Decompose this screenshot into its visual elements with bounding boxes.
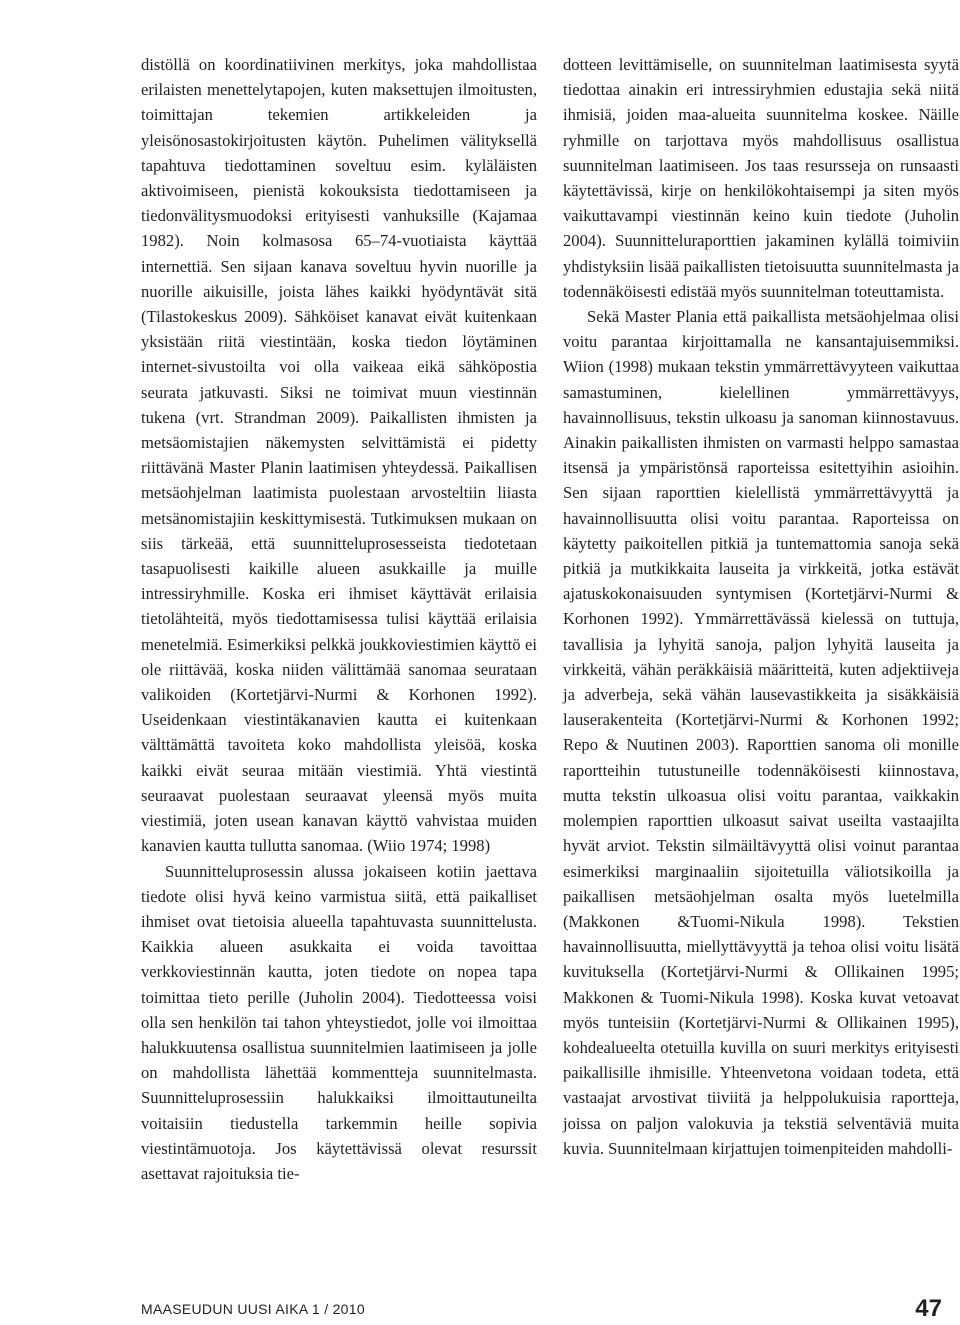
- page-number: 47: [915, 1295, 942, 1322]
- left-column: [141, 52, 537, 1186]
- page-footer: [141, 1297, 942, 1325]
- right-paragraph-1: dotteen levittämiselle, on suunnitelman laatimisesta syytä tiedottaa ainakin eri intressiryhmien edustajia sekä niitä ihmisiä, joiden maa-alueita suunnitelma koskee. Näille ryhmille on tarjottava myös mahdollisuus osallistua suunnitelman laatimiseen. Jos taas resursseja on runsaasti käytettävissä, kirje on henkilökohtaisempi ja siten myös vaikuttavampi viestinnän keino kuin tiedote (Juholin 2004). Suunnitteluraporttien jakaminen kylällä toimiviin yhdistyksiin lisää paikallisten tietoisuutta suunnitelmasta ja todennäköisesti edistää myös suunnitelman toteuttamista.: [563, 55, 959, 301]
- journal-name: MAASEUDUN UUSI AIKA 1 / 2010: [141, 1301, 365, 1317]
- left-paragraph-2: Suunnitteluprosessin alussa jokaiseen kotiin jaettava tiedote olisi hyvä keino varmistua siitä, että paikalliset ihmiset ovat tietoisia alueella tapahtuvasta suunnittelusta. Kaikkia alueen asukkaita ei voida tavoittaa verkkoviestinnän kautta, joten tiedote on nopea tapa toimittaa tieto perille (Juholin 2004). Tiedotteessa voisi olla sen henkilön tai tahon yhteystiedot, jolle voi ilmoittaa halukkuutensa osallistua suunnitelmien laatimiseen ja jolle on mahdollista lähettää kommentteja suunnitelmasta. Suunnitteluprosessiin halukkaiksi ilmoittautuneilta voitaisiin tiedustella tarkemmin heille sopivia viestintämuotoja. Jos käytettävissä olevat resurssit asettavat rajoituksia tie-: [141, 861, 537, 1183]
- left-paragraph-1: distöllä on koordinatiivinen merkitys, joka mahdollistaa erilaisten menettelytapojen, kuten maksettujen ilmoitusten, toimittajan tekemien artikkeleiden ja yleisönosastokirjoitusten käytön. Puhelimen välityksellä tapahtuva tiedottaminen soveltuu esim. kyläläisten aktivoimiseen, pienistä kokouksista tiedottamiseen ja tiedonvälitysmuodoksi erityisesti vanhuksille (Kajamaa 1982). Noin kolmasosa 65–74-vuotiaista käyttää internettiä. Sen sijaan kanava soveltuu hyvin nuorille ja nuorille aikuisille, joista lähes kaikki hyödyntävät sitä (Tilastokeskus 2009). Sähköiset kanavat eivät kuitenkaan yksistään riitä viestintään, koska tiedon löytäminen internet-sivustoilta voi olla vaikeaa eikä sähköpostia seurata jatkuvasti. Siksi ne toimivat muun viestinnän tukena (vrt. Strandman 2009). Paikallisten ihmisten ja metsäomistajien näkemysten selvittämistä ei pidetty riittävänä Master Planin laatimisen yhteydessä. Paikallisen metsäohjelman laatimista puolestaan arvosteltiin liiasta metsänomistajiin keskittymisestä. Tutkimuksen mukaan on siis tärkeää, että suunnitteluprosesseista tiedotetaan tasapuolisesti kaikille alueen asukkaille ja muille intressiryhmille. Koska eri ihmiset käyttävät erilaisia tietolähteitä, myös tiedottamisessa tulisi käyttää erilaisia menetelmiä. Esimerkiksi pelkkä joukkoviestimien käyttö ei ole riittävää, koska niiden välittämää sanomaa seurataan valikoiden (Kortetjärvi-Nurmi & Korhonen 1992). Useidenkaan viestintäkanavien kautta ei kuitenkaan välttämättä tavoiteta koko mahdollista yleisöä, koska kaikki eivät seuraa mitään viestimiä. Yhtä viestintä seuraavat puolestaan seuraavat yleensä myös muita viestimiä, joten usean kanavan käyttö vahvistaa muiden kanavien kautta tullutta sanomaa. (Wiio 1974; 1998): [141, 55, 537, 856]
- right-column: [563, 52, 959, 1161]
- right-paragraph-2: Sekä Master Plania että paikallista metsäohjelmaa olisi voitu parantaa kirjoittamalla ne kansantajuisemmiksi. Wiion (1998) mukaan tekstin ymmärrettävyyteen vaikuttaa samastuminen, kielellinen ymmärrettävyys, havainnollisuus, tekstin ulkoasu ja sanoman kiinnostavuus. Ainakin paikallisten ihmisten on varmasti helppo samastaa itsensä ja ympäristönsä raporteissa esitettyihin asioihin. Sen sijaan raporttien kielellistä ymmärrettävyyttä ja havainnollisuutta olisi voitu parantaa. Raporteissa on käytetty paikoitellen pitkiä ja tuntemattomia sanoja sekä pitkiä ja mutkikkaita lauseita ja virkkeitä, jotka estävät ajatuskokonaisuuden syntymisen (Kortetjärvi-Nurmi & Korhonen 1992). Ymmärrettävässä kielessä on tuttuja, tavallisia ja lyhyitä sanoja, paljon lyhyitä lauseita ja virkkeitä, vähän peräkkäisiä määritteitä, kuten adjektiiveja ja adverbeja, sekä vähän lausevastikkeita ja sisäkkäisiä lauserakenteita (Kortetjärvi-Nurmi & Korhonen 1992; Repo & Nuutinen 2003). Raporttien sanoma oli monille raportteihin tutustuneille todennäköisesti kiinnostava, mutta tekstin ulkoasua olisi voitu parantaa, vaikkakin molempien raporttien ulkoasut saivat useilta vastaajilta hyvät arviot. Tekstin silmäiltävyyttä olisi voinut parantaa esimerkiksi marginaaliin sijoitetuilla väliotsikoilla ja paikallisen metsäohjelman osalta myös luetelmilla (Makkonen &Tuomi-Nikula 1998). Tekstien havainnollisuutta, miellyttävyyttä ja tehoa olisi voitu lisätä kuvituksella (Kortetjärvi-Nurmi & Ollikainen 1995; Makkonen & Tuomi-Nikula 1998). Koska kuvat vetoavat myös tunteisiin (Kortetjärvi-Nurmi & Ollikainen 1995), kohdealueelta otetuilla kuvilla on suuri merkitys erityisesti paikallisille ihmisille. Yhteenvetona voidaan todeta, että vastaajat arvostivat tiiviitä ja helppolukuisia raportteja, joissa on paljon valokuvia ja tekstiä selventäviä muita kuvia. Suunnitelmaan kirjattujen toimenpiteiden mahdolli-: [563, 307, 959, 1158]
